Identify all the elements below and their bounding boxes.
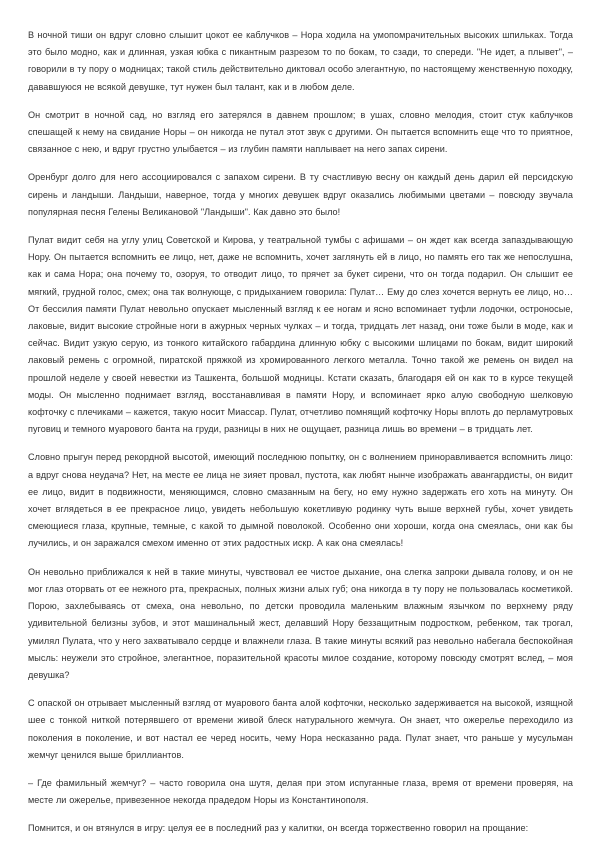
paragraph: – Где фамильный жемчуг? – часто говорила она шутя, делая при этом испуганные глаза, время от времени проверяя, на месте ли ожерелье, привезенное некогда прадедом Норы из Константинополя. bbox=[28, 777, 573, 806]
paragraph: В ночной тиши он вдруг словно слышит цокот ее каблучков – Нора ходила на умопомрачительных высоких шпильках. Тогда это было модно, как и длинная, узкая юбка с пикантным разрезом то по бокам, то сзади, то спереди. "Не идет, а плывет", – говорили в ту пору о модницах; такой стиль действительно диктовал особо элегантную, по настоящему женственную походку, дававшуюся не всякой девушке, тут нужен был талант, как и в любом деле. bbox=[28, 30, 573, 92]
paragraph: Оренбург долго для него ассоциировался с запахом сирени. В ту счастливую весну он каждый день дарил ей персидскую сирень и ландыши. Ландыши, наверное, тогда у многих девушек вдруг оказались любимыми цветами – повсюду звучала популярная песня Гелены Великановой "Ландыши". Как давно это было! bbox=[28, 172, 573, 217]
paragraph: Словно прыгун перед рекордной высотой, имеющий последнюю попытку, он с волнением приноравливается вспомнить лицо: а вдруг снова неудача? Нет, на месте ее лица не зияет провал, пустота, как любят нынче изображать авангардисты, он видит ее лицо, видит в подвижности, меняющимся, словно смазанным на бегу, но ему нужно задержать его хоть на минуту. Он хочет вглядеться в ее прекрасное лицо, увидеть небольшую кокетливую родинку чуть выше верхней губы, хочет увидеть смеющиеся глаза, крупные, темные, с какой то дымной поволокой. Особенно они хороши, когда она смеялась, они как бы лучились, и он заражался смехом именно от этих радостных искр. А как она смеялась! bbox=[28, 452, 573, 549]
paragraph: Пулат видит себя на углу улиц Советской и Кирова, у театральной тумбы с афишами – он ждет как всегда запаздывающую Нору. Он пытается вспомнить ее лицо, нет, даже не вспомнить, хочет заглянуть ей в лицо, но память его так же непослушна, как и сама Нора; она почему то, озоруя, то отводит лицо, то прячет за букет сирени, что он тогда подарил. Он слышит ее мягкий, грудной голос, смех; она так волнующе, с придыханием говорила: Пулат… Ему до слез хочется вернуть ее лицо, но… От бессилия памяти Пулат невольно опускает мысленный взгляд к ее ногам и ясно вспоминает туфли лодочки, остроносые, лаковые, видит высокие стройные ноги в ажурных черных чулках – и тогда, тридцать лет назад, они тоже были в моде, как и сейчас. Видит узкую серую, из тонкого китайского габардина длинную юбку с высокими шлицами по бокам, видит широкий лаковый ремень с огромной, пиратской пряжкой из хромированного легкого металла. Точно такой же ремень он видел на прошлой неделе у своей невестки из Ташкента, большой модницы. Кстати сказать, благодаря ей он как то в курсе текущей моды. Он мысленно поднимает взгляд, восстанавливая в памяти Нору, и вспоминает ярко алую свободную шелковую кофточку с плечиками – кажется, такую носит Миассар. Пулат, отчетливо помнящий кофточку Норы вплоть до перламутровых пуговиц и темного муарового банта на груди, разницы в них не ощущает, разница лишь во времени – в тридцать лет. bbox=[28, 235, 573, 435]
paragraph: С опаской он отрывает мысленный взгляд от муарового банта алой кофточки, несколько задерживается на высокой, изящной шее с тонкой ниткой потерявшего от времени живой блеск натурального жемчуга. Он знает, что ожерелье переходило из поколения в поколение, и вот настал ее черед носить, чему Нора несказанно рада. Пулат знает, что раньше у мусульман жемчуг ценился выше бриллиантов. bbox=[28, 698, 573, 760]
paragraph: Он смотрит в ночной сад, но взгляд его затерялся в давнем прошлом; в ушах, словно мелодия, стоит стук каблучков спешащей к нему на свидание Норы – он никогда не путал этот звук с другими. Он пытается вспомнить еще что то приятное, связанное с нею, и вдруг грустно улыбается – из глубин памяти наплывает на него запах сирени. bbox=[28, 109, 573, 155]
paragraph: Помнится, и он втянулся в игру: целуя ее в последний раз у калитки, он всегда торжественно говорил на прощание: bbox=[28, 823, 529, 834]
paragraph: Он невольно приближался к ней в такие минуты, чувствовал ее чистое дыхание, она слегка запроки дывала голову, и он не мог глаз оторвать от ее нежного рта, прекрасных, полных жизни алых губ; она никогда в ту пору не пользовалась косметикой. Порою, захлебываясь от смеха, она невольно, по детски проводила маленьким влажным язычком по верхнему ряду удивительной белизны зубов, и этот машинальный жест, делавший Нору беззащитным подростком, ребенком, так трогал, умилял Пулата, что у него захватывало сердце и влажнели глаза. В такие минуты всякий раз невольно набегала беспокойная мысль: неужели это стройное, элегантное, поразительной красоты милое создание, которому повсюду смотрят вслед, – моя девушка? bbox=[28, 566, 573, 680]
document-text-body bbox=[28, 27, 573, 838]
